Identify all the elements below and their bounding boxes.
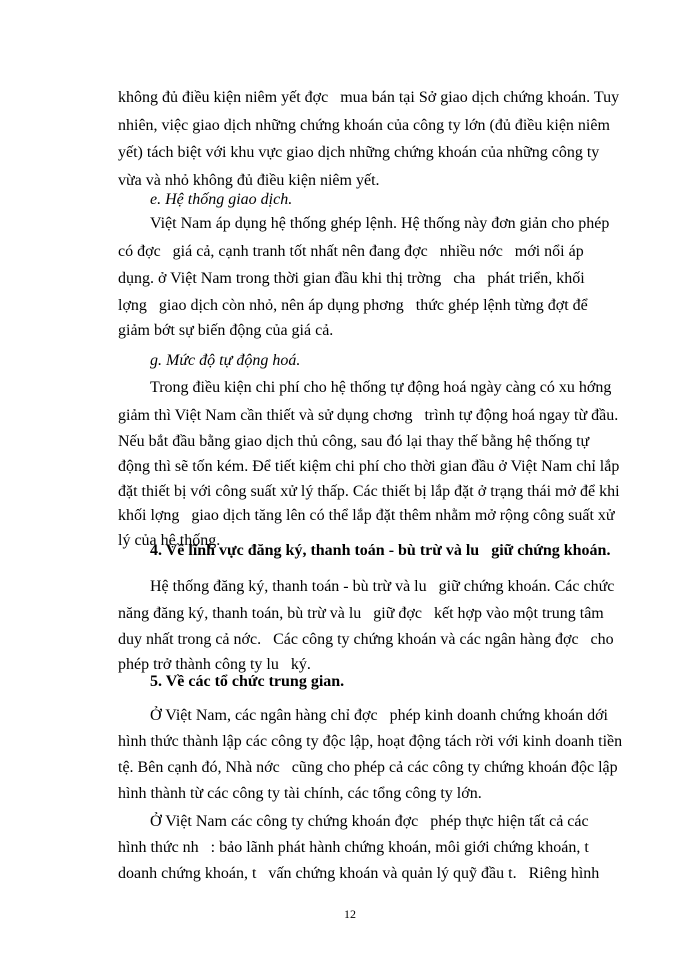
body-text-line: giảm bớt sự biến động của giá cả. [118,322,334,339]
body-text-line: hình thành từ các công ty tài chính, các tổng công ty lớn. [118,785,482,802]
section-heading-e: e. Hệ thống giao dịch. [150,191,293,208]
body-text-line: động thì sẽ tốn kém. Để tiết kiệm chi phí cho thời gian đầu ở Việt Nam chỉ lắp [118,458,620,475]
body-text-line: hình thức thành lập các công ty độc lập, hoạt động tách rời với kinh doanh tiền [118,733,623,750]
body-text-line: Trong điều kiện chi phí cho hệ thống tự động hoá ngày càng có xu hớng [150,379,612,396]
body-text-line: có đợc giá cả, cạnh tranh tốt nhất nên đang đợc nhiều nớc mới nổi áp [118,243,584,260]
body-text-line: Hệ thống đăng ký, thanh toán - bù trừ và lu giữ chứng khoán. Các chức [150,578,615,595]
body-text-line: nhiên, việc giao dịch những chứng khoán của công ty lớn (đủ điều kiện niêm [118,117,610,134]
body-text-line: Ở Việt Nam các công ty chứng khoán đợc phép thực hiện tất cả các [150,813,589,830]
body-text-line: lý của hệ thống. [118,532,221,549]
section-heading-5: 5. Về các tổ chức trung gian. [150,673,345,690]
body-text-line: duy nhất trong cả nớc. Các công ty chứng khoán và các ngân hàng đợc cho [118,631,614,648]
body-text-line: tệ. Bên cạnh đó, Nhà nớc cũng cho phép cả các công ty chứng khoán độc lập [118,759,618,776]
body-text-line: đặt thiết bị với công suất xử lý thấp. Các thiết bị lắp đặt ở trạng thái mở để khi [118,483,620,500]
body-text-line: phép trở thành công ty lu ký. [118,656,311,673]
body-text-line: Ở Việt Nam, các ngân hàng chỉ đợc phép kinh doanh chứng khoán dới [150,707,608,724]
section-heading-4: 4. Về lĩnh vực đăng ký, thanh toán - bù trừ và lu giữ chứng khoán. [150,542,611,559]
body-text-line: doanh chứng khoán, t vấn chứng khoán và quản lý quỹ đầu t. Riêng hình [118,865,600,882]
page-number: 12 [344,907,356,921]
body-text-line: giảm thì Việt Nam cần thiết và sử dụng chơng trình tự động hoá ngay từ đầu. [118,407,619,424]
section-heading-g: g. Mức độ tự động hoá. [150,352,301,369]
body-text-line: không đủ điều kiện niêm yết đợc mua bán tại Sở giao dịch chứng khoán. Tuy [118,89,620,106]
body-text-line: yết) tách biệt với khu vực giao dịch những chứng khoán của những công ty [118,144,600,161]
body-text-line: dụng. ở Việt Nam trong thời gian đầu khi thị trờng cha phát triển, khối [118,270,585,287]
body-text-line: năng đăng ký, thanh toán, bù trừ và lu giữ đợc kết hợp vào một trung tâm [118,605,604,622]
body-text-line: khối lợng giao dịch tăng lên có thể lắp đặt thêm nhằm mở rộng công suất xử [118,507,615,524]
body-text-line: hình thức nh : bảo lãnh phát hành chứng khoán, môi giới chứng khoán, t [118,839,589,856]
body-text-line: Việt Nam áp dụng hệ thống ghép lệnh. Hệ thống này đơn giản cho phép [150,215,610,232]
body-text-line: vừa và nhỏ không đủ điều kiện niêm yết. [118,172,380,189]
body-text-line: Nếu bắt đầu bằng giao dịch thủ công, sau đó lại thay thế bằng hệ thống tự [118,433,590,450]
body-text-line: lợng giao dịch còn nhỏ, nên áp dụng phơng thức ghép lệnh từng đợt để [118,297,588,314]
